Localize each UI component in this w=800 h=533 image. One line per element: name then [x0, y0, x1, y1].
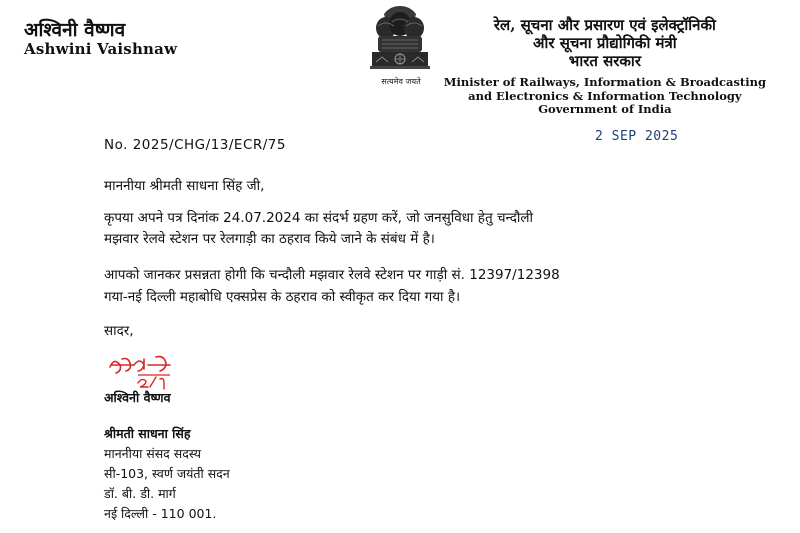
salutation: माननीया श्रीमती साधना सिंह जी,: [104, 178, 265, 194]
designation-english-line3: Government of India: [538, 102, 672, 116]
sender-name-hindi: अश्विनी वैष्णव: [24, 19, 126, 41]
body-paragraph-2-line-1: आपको जानकर प्रसन्नता होगी कि चन्दौली मझवार रेलवे स्टेशन पर गाड़ी सं. 12397/12398: [104, 267, 560, 283]
closing: सादर,: [104, 323, 134, 339]
signer-name: अश्विनी वैष्णव: [104, 390, 171, 405]
body-paragraph-1-line-1: कृपया अपने पत्र दिनांक 24.07.2024 का संदर्भ ग्रहण करें, जो जनसुविधा हेतु चन्दौली: [104, 210, 534, 226]
designation-hindi-line1: रेल, सूचना और प्रसारण एवं इलेक्ट्रॉनिकी: [493, 16, 716, 34]
emblem-motto: सत्यमेव जयते: [381, 77, 421, 86]
handwritten-signature: [104, 353, 184, 393]
designation-hindi-line3: भारत सरकार: [568, 52, 641, 70]
recipient-address-line-2: डॉ. बी. डी. मार्ग: [104, 486, 176, 501]
designation-english-line1: Minister of Railways, Information & Broadcasting: [443, 75, 766, 89]
body-paragraph-2-line-2: गया-नई दिल्ली महाबोधि एक्सप्रेस के ठहराव को स्वीकृत कर दिया गया है।: [104, 289, 461, 305]
designation-english-line2: and Electronics & Information Technology: [468, 88, 742, 103]
recipient-name: श्रीमती साधना सिंह: [104, 426, 191, 441]
recipient-address-line-3: नई दिल्ली - 110 001.: [104, 506, 217, 521]
body-paragraph-1-line-2: मझवार रेलवे स्टेशन पर रेलगाड़ी का ठहराव किये जाने के संबंध में है।: [104, 231, 435, 247]
recipient-title: माननीया संसद सदस्य: [104, 446, 201, 461]
recipient-address-line-1: सी-103, स्वर्ण जयंती सदन: [104, 466, 230, 481]
date-stamp: 2 SEP 2025: [595, 129, 679, 144]
reference-number: No. 2025/CHG/13/ECR/75: [104, 137, 286, 153]
designation-block: [444, 16, 766, 117]
designation-hindi-line2: और सूचना प्रौद्योगिकी मंत्री: [533, 34, 677, 52]
sender-name-english: Ashwini Vaishnaw: [24, 40, 178, 58]
